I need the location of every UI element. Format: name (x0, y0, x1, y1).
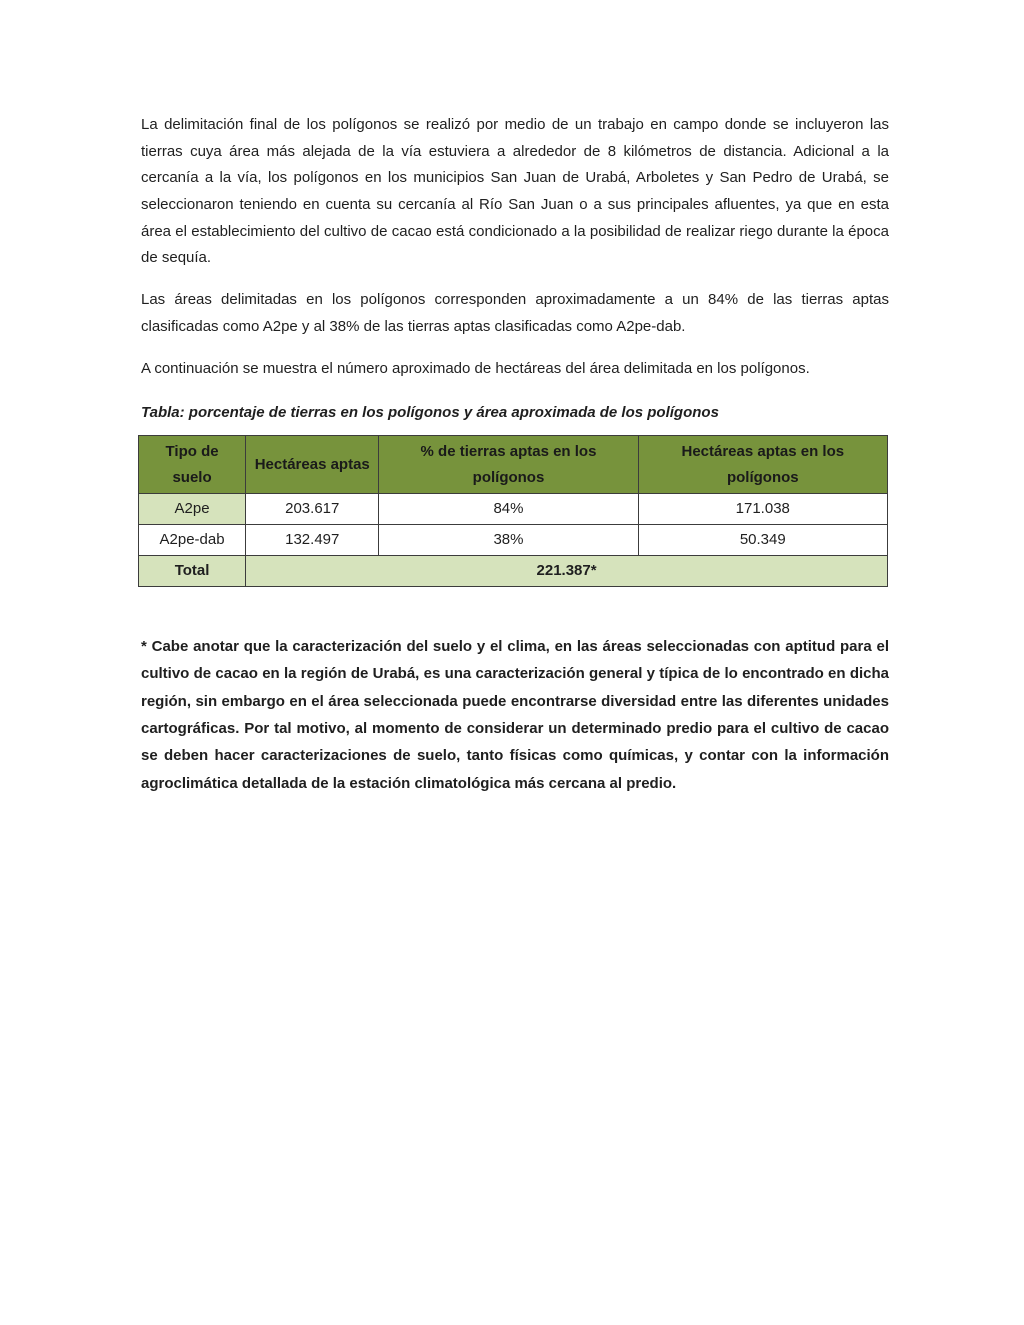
table-row-a2pe-dab (139, 525, 888, 556)
cell-tipo-a2pe-dab: A2pe-dab (139, 525, 246, 556)
cell-pct-a2pe: 84% (379, 494, 638, 525)
cell-hectareas-a2pe-dab: 132.497 (246, 525, 379, 556)
cell-tipo-a2pe: A2pe (139, 494, 246, 525)
soil-area-table (138, 435, 888, 587)
header-cell-hectareas-aptas: Hectáreas aptas (246, 436, 379, 494)
header-cell-tipo-de-suelo: Tipo de suelo (139, 436, 246, 494)
cell-hectareas-a2pe: 203.617 (246, 494, 379, 525)
table-row-total (139, 556, 888, 587)
table-header-row (139, 436, 888, 494)
header-cell-hectareas-poligonos: Hectáreas aptas en los polígonos (638, 436, 887, 494)
document-content (141, 112, 889, 797)
cell-pct-a2pe-dab: 38% (379, 525, 638, 556)
cell-total-value: 221.387* (246, 556, 888, 587)
table-row-a2pe (139, 494, 888, 525)
paragraph-delimitacion: La delimitación final de los polígonos se realizó por medio de un trabajo en campo donde se incluyeron las tierras cuya área más alejada de la vía estuviera a alrededor de 8 kilómetros de distancia. Adicional a la cercanía a la vía, los polígonos en los municipios San Juan de Urabá, Arboletes y San Pedro de Urabá, se seleccionaron teniendo en cuenta su cercanía al Río San Juan o a sus principales afluentes, ya que en esta área el establecimiento del cultivo de cacao está condicionado a la posibilidad de realizar riego durante la época de sequía. (141, 116, 889, 267)
paragraph-continuacion: A continuación se muestra el número aproximado de hectáreas del área delimitada en los polígonos. (141, 359, 810, 377)
cell-total-label: Total (139, 556, 246, 587)
cell-hect-pol-a2pe: 171.038 (638, 494, 887, 525)
table-caption: Tabla: porcentaje de tierras en los polígonos y área aproximada de los polígonos (141, 404, 719, 422)
table-head (139, 436, 888, 494)
footnote-caracterizacion: * Cabe anotar que la caracterización del suelo y el clima, en las áreas seleccionadas con aptitud para el cultivo de cacao en la región de Urabá, es una caracterización general y típica de lo encontrado en dicha región, sin embargo en el área seleccionada puede encontrarse diversidad entre las diferentes unidades cartográficas. Por tal motivo, al momento de considerar un determinado predio para el cultivo de cacao se deben hacer caracterizaciones de suelo, tanto físicas como químicas, y contar con la información agroclimática detallada de la estación climatológica más cercana al predio. (141, 638, 889, 792)
paragraph-areas-delimitadas: Las áreas delimitadas en los polígonos corresponden aproximadamente a un 84% de las tierras aptas clasificadas como A2pe y al 38% de las tierras aptas clasificadas como A2pe-dab. (141, 291, 889, 335)
header-cell-porcentaje: % de tierras aptas en los polígonos (379, 436, 638, 494)
table-body (139, 494, 888, 587)
cell-hect-pol-a2pe-dab: 50.349 (638, 525, 887, 556)
